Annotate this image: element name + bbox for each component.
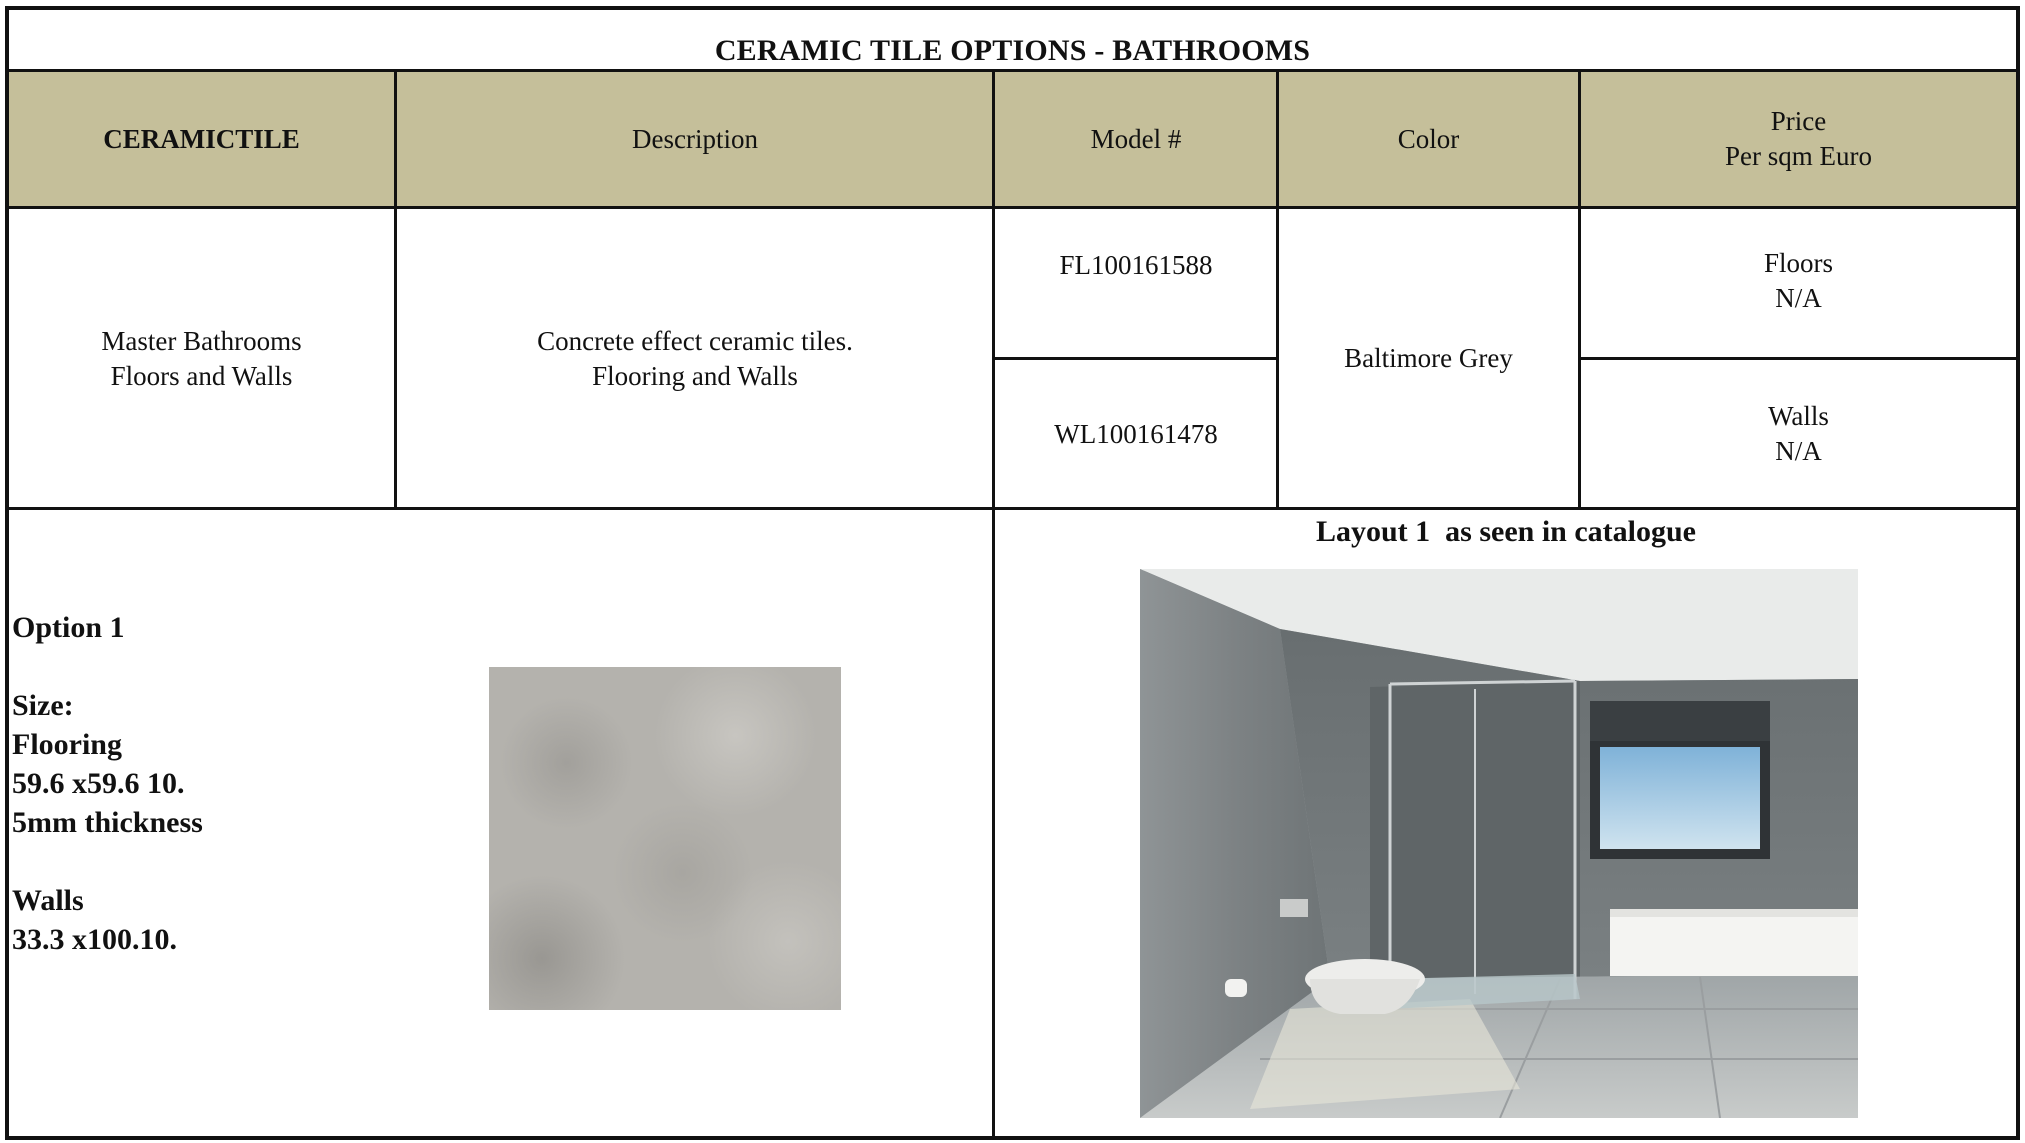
layout-title: Layout 1 as seen in catalogue [1315,515,1696,548]
color-cell: Baltimore Grey [1344,343,1513,373]
divider-row-mid-price [1580,357,2016,360]
model-floor-cell: FL100161588 [1059,250,1213,280]
description-cell: Concrete effect ceramic tiles. Flooring and Walls [537,325,853,391]
price-walls-cell: Walls N/A [1768,401,1829,466]
divider-col-3 [1276,70,1279,508]
header-price: Price Per sqm Euro [1725,106,1872,171]
header-color: Color [1397,123,1460,154]
price-floors-cell: Floors N/A [1763,248,1834,313]
catalogue-bathroom-image [1140,569,1858,1118]
divider-col-4 [1578,70,1581,508]
option-details: Option 1 Size: Flooring 59.6 x59.6 10. 5mm thickness Walls 33.3 x100.10. [12,611,203,956]
tile-swatch-image [489,667,841,1010]
divider-header-bottom [9,206,2016,209]
header-description: Description [632,123,758,154]
model-wall-cell: WL100161478 [1054,418,1218,449]
divider-row-bottom [9,507,2016,510]
page-title: CERAMIC TILE OPTIONS - BATHROOMS [714,34,1311,67]
location-cell: Master Bathrooms Floors and Walls [101,325,302,391]
divider-col-2 [992,70,995,1136]
header-ceramictile: CERAMICTILE [103,123,300,154]
divider-title [9,69,2016,72]
divider-col-1 [394,70,397,508]
header-model: Model # [1090,123,1182,154]
divider-row-mid-model [995,357,1278,360]
